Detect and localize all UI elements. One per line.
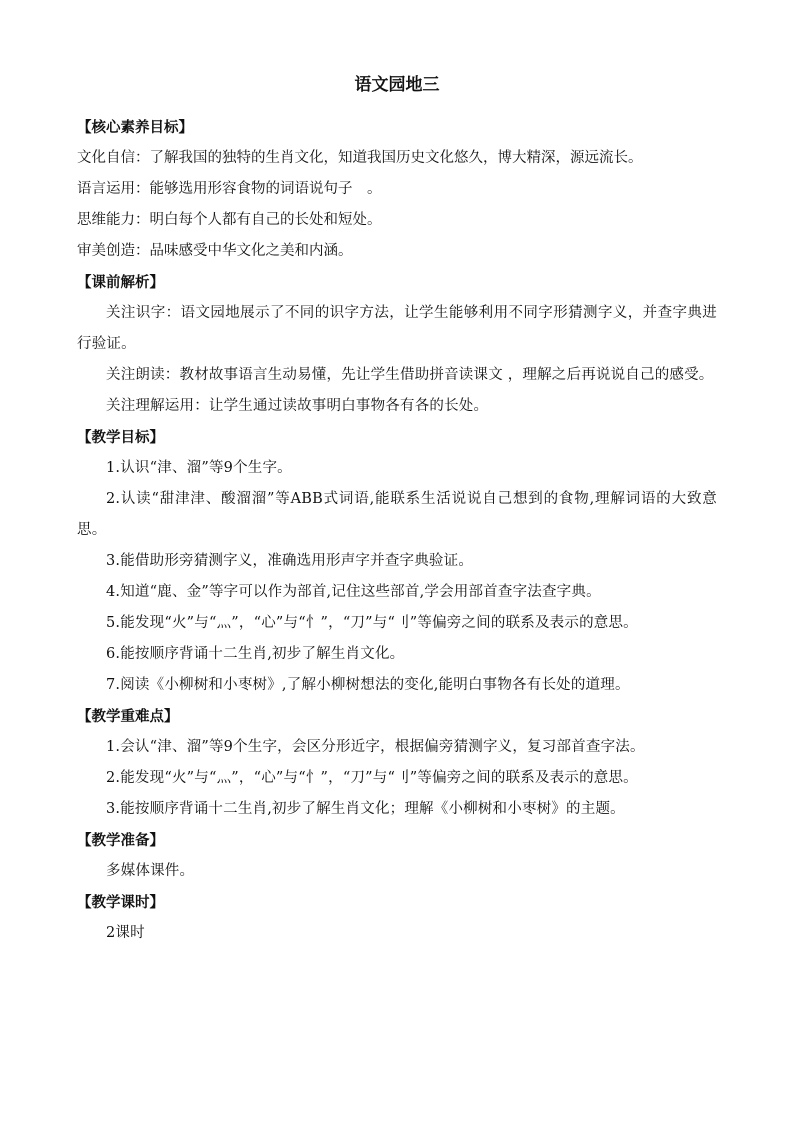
section-heading-key-points: 【教学重难点】 bbox=[77, 708, 179, 725]
goal-item: 5.能发现“火”与“灬”，“心”与“忄”，“刀”与“刂”等偏旁之间的联系及表示的意思。 bbox=[106, 615, 638, 631]
goal-item: 7.阅读《小柳树和小枣树》,了解小柳树想法的变化,能明白事物各有长处的道理。 bbox=[106, 677, 630, 693]
section-heading-goals: 【教学目标】 bbox=[77, 429, 164, 446]
preparation-text: 多媒体课件。 bbox=[106, 863, 195, 879]
goal-item: 4.知道“鹿、金”等字可以作为部首,记住这些部首,学会用部首查字法查字典。 bbox=[106, 584, 601, 600]
goal-item: 6.能按顺序背诵十二生肖,初步了解生肖文化。 bbox=[106, 646, 405, 662]
section-heading-core: 【核心素养目标】 bbox=[77, 119, 193, 136]
page-title: 语文园地三 bbox=[354, 75, 440, 95]
goal-item: 2.认读“甜津津、酸溜溜”等ABB式词语,能联系生活说说自己想到的食物,理解词语的大致意思。 bbox=[77, 491, 717, 538]
core-line-language: 语言运用：能够选用形容食物的词语说句子 。 bbox=[77, 181, 382, 197]
core-line-culture: 文化自信：了解我国的独特的生肖文化，知道我国历史文化悠久，博大精深，源远流长。 bbox=[77, 150, 643, 166]
key-point-item: 3.能按顺序背诵十二生肖,初步了解生肖文化；理解《小柳树和小枣树》的主题。 bbox=[106, 801, 625, 817]
core-line-aesthetic: 审美创造：品味感受中华文化之美和内涵。 bbox=[77, 243, 353, 259]
key-point-item: 2.能发现“火”与“灬”，“心”与“忄”，“刀”与“刂”等偏旁之间的联系及表示的意思。 bbox=[106, 770, 638, 786]
document-page bbox=[77, 72, 717, 949]
section-heading-preparation: 【教学准备】 bbox=[77, 832, 164, 849]
goal-item: 1.认识“津、溜”等9个生字。 bbox=[106, 460, 292, 476]
section-heading-analysis: 【课前解析】 bbox=[77, 274, 164, 291]
core-line-thinking: 思维能力：明白每个人都有自己的长处和短处。 bbox=[77, 212, 382, 228]
goal-item: 3.能借助形旁猜测字义，准确选用形声字并查字典验证。 bbox=[106, 553, 474, 569]
analysis-para-literacy: 关注识字：语文园地展示了不同的识字方法，让学生能够利用不同字形猜测字义，并查字典进行验证。 bbox=[77, 305, 717, 352]
periods-text: 2课时 bbox=[106, 925, 145, 941]
analysis-para-reading: 关注朗读：教材故事语言生动易懂，先让学生借助拼音读课文 ，理解之后再说说自己的感受。 bbox=[106, 367, 714, 383]
key-point-item: 1.会认“津、溜”等9个生字，会区分形近字，根据偏旁猜测字义，复习部首查字法。 bbox=[106, 739, 645, 755]
section-heading-periods: 【教学课时】 bbox=[77, 894, 164, 911]
analysis-para-application: 关注理解运用：让学生通过读故事明白事物各有各的长处。 bbox=[106, 398, 489, 414]
